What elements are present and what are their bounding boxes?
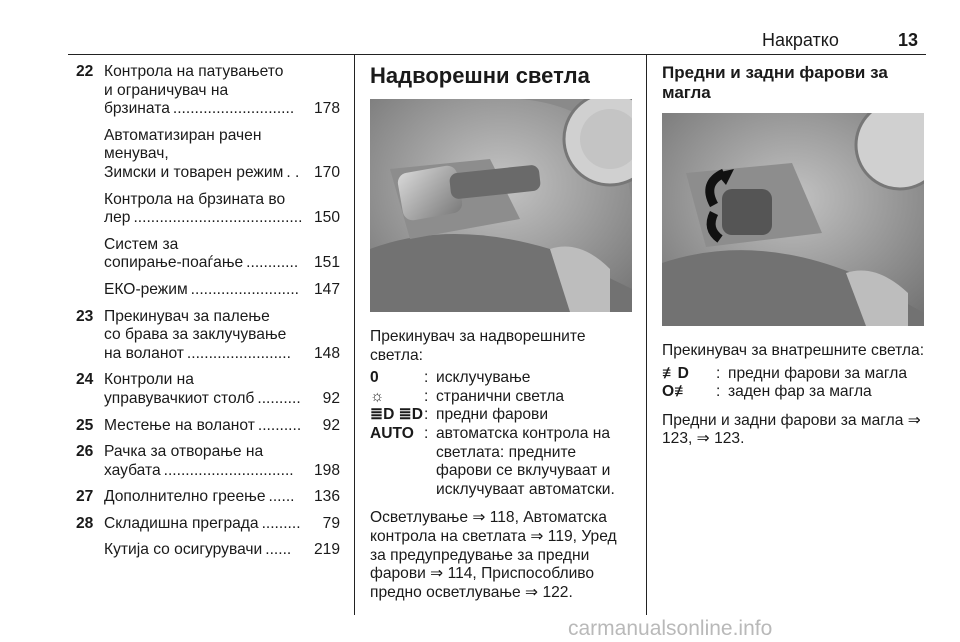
- entry-dots: . .: [286, 163, 300, 181]
- legend-description: странични светла: [436, 387, 565, 405]
- fog-switch-photo: [662, 113, 924, 326]
- index-entry: [68, 236, 340, 273]
- page-number: 13: [898, 30, 919, 50]
- entry-line: Прекинувач за палење: [104, 307, 270, 325]
- entry-dots: .........: [261, 514, 301, 532]
- entry-dots: ..............................: [163, 461, 294, 479]
- legend-description: автоматска контрола на светлата: предните фарови се вклучуваат и исклучуваат автоматски.: [436, 424, 615, 498]
- entry-label: управувачкиот столб: [104, 389, 255, 407]
- entry-dots: .........................: [190, 280, 299, 298]
- entry-label: ЕКО-режим: [104, 280, 188, 298]
- entry-dots: ..........: [257, 416, 302, 434]
- entry-number: 26: [76, 443, 94, 461]
- entry-line: Рачка за отворање на: [104, 443, 264, 461]
- entry-label: хаубата: [104, 461, 161, 479]
- entry-page: 219: [313, 541, 340, 559]
- index-entry: [68, 371, 340, 408]
- fog-lights-heading: Предни и задни фарови за магла: [662, 63, 888, 102]
- index-column: [68, 63, 340, 568]
- entry-page: 92: [322, 416, 340, 434]
- entry-page: 147: [313, 280, 340, 298]
- legend-colon: :: [424, 369, 429, 387]
- exterior-lights-intro: Прекинувач за надворешните светла:: [370, 328, 586, 364]
- entry-line: со брава за заклучување: [104, 326, 287, 344]
- page-title: Накратко: [762, 30, 839, 50]
- legend-colon: :: [424, 406, 429, 424]
- entry-number: 28: [76, 514, 94, 532]
- index-entry: [68, 541, 340, 560]
- index-entry: [68, 281, 340, 300]
- legend-symbol-icon: O≢: [662, 383, 690, 401]
- entry-line: Контрола на патувањето: [104, 63, 284, 80]
- legend-row: [370, 369, 632, 388]
- entry-label: брзината: [104, 100, 170, 118]
- entry-number: 24: [76, 371, 94, 389]
- legend-description: заден фар за магла: [728, 383, 872, 401]
- legend-row: [662, 383, 926, 402]
- legend-row: [662, 365, 926, 384]
- entry-page: 148: [313, 344, 340, 362]
- legend-colon: :: [716, 383, 721, 401]
- index-entry: [68, 191, 340, 228]
- exterior-lights-references: Осветлување ⇒ 118, Автоматска контрола на светлата ⇒ 119, Уред за предупредување за предни фарови ⇒ 114, Приспособливо предно осветлување ⇒ 122.: [370, 509, 617, 601]
- legend-symbol-icon: ☼: [370, 387, 385, 405]
- fog-lights-column: [662, 63, 926, 449]
- page-header: [0, 0, 960, 60]
- watermark: carmanualsonline.info: [568, 617, 773, 640]
- entry-label: сопирање-поаѓање: [104, 254, 244, 272]
- entry-label: Зимски и товарен режим: [104, 163, 284, 181]
- legend-row: [370, 406, 632, 425]
- entry-number: 25: [76, 416, 94, 434]
- legend-description: предни фарови за магла: [728, 364, 908, 382]
- entry-label: Дополнително греење: [104, 488, 266, 506]
- entry-page: 170: [313, 163, 340, 181]
- entry-label: Складишна преграда: [104, 514, 259, 532]
- entry-dots: ......: [265, 541, 292, 559]
- entry-label: на воланот: [104, 344, 184, 362]
- legend-colon: :: [716, 364, 721, 382]
- entry-label: лер: [104, 209, 131, 227]
- entry-page: 198: [313, 461, 340, 479]
- entry-dots: ............: [246, 254, 299, 272]
- legend-symbol-icon: AUTO: [370, 424, 414, 442]
- header-rule: [68, 54, 926, 55]
- index-entry: [68, 63, 340, 119]
- index-entry: [68, 417, 340, 436]
- index-entry: [68, 127, 340, 183]
- legend-symbol-icon: ≣D ≣D: [370, 406, 423, 424]
- entry-number: 23: [76, 307, 94, 325]
- entry-page: 178: [313, 100, 340, 118]
- entry-number: 22: [76, 63, 94, 80]
- entry-line: Контрола на брзината во: [104, 190, 286, 208]
- entry-line: Контроли на: [104, 371, 194, 389]
- entry-label: Кутија со осигурувачи: [104, 541, 263, 559]
- column-divider-2: [646, 55, 647, 615]
- entry-dots: ........................: [186, 344, 291, 362]
- legend-row: [370, 388, 632, 407]
- index-entry: [68, 308, 340, 364]
- legend-symbol-icon: 0: [370, 369, 379, 387]
- entry-label: Местење на воланот: [104, 416, 255, 434]
- entry-number: 27: [76, 488, 94, 506]
- entry-page: 79: [322, 514, 340, 532]
- exterior-lights-column: [370, 63, 632, 602]
- legend-description: предни фарови: [436, 406, 549, 424]
- legend-colon: :: [424, 387, 429, 405]
- entry-dots: .......................................: [133, 209, 303, 227]
- entry-page: 136: [313, 488, 340, 506]
- entry-line: Автоматизиран рачен: [104, 126, 262, 144]
- entry-dots: ............................: [172, 100, 295, 118]
- legend-colon: :: [424, 424, 429, 442]
- entry-page: 92: [322, 389, 340, 407]
- index-list: [68, 63, 340, 560]
- exterior-lights-legend: [370, 369, 632, 499]
- entry-dots: ......: [268, 488, 295, 506]
- legend-symbol-icon: ≢D: [662, 364, 689, 382]
- fog-lights-legend: [662, 365, 926, 402]
- fog-lights-references: Предни и задни фарови за магла ⇒ 123, ⇒ 123.: [662, 411, 921, 448]
- exterior-lights-heading: Надворешни светла: [370, 63, 590, 88]
- legend-description: исклучување: [436, 369, 531, 387]
- entry-dots: ..........: [257, 389, 301, 407]
- index-entry: [68, 443, 340, 480]
- legend-row: [370, 425, 632, 499]
- light-switch-photo: [370, 99, 632, 312]
- fog-lights-intro: Прекинувач за внатрешните светла:: [662, 342, 925, 359]
- index-entry: [68, 515, 340, 534]
- entry-line: Систем за: [104, 235, 179, 253]
- entry-page: 151: [313, 254, 340, 272]
- entry-page: 150: [313, 209, 340, 227]
- entry-line: менувач,: [104, 145, 169, 163]
- entry-line: и ограничувач на: [104, 81, 229, 99]
- index-entry: [68, 488, 340, 507]
- column-divider-1: [354, 55, 355, 615]
